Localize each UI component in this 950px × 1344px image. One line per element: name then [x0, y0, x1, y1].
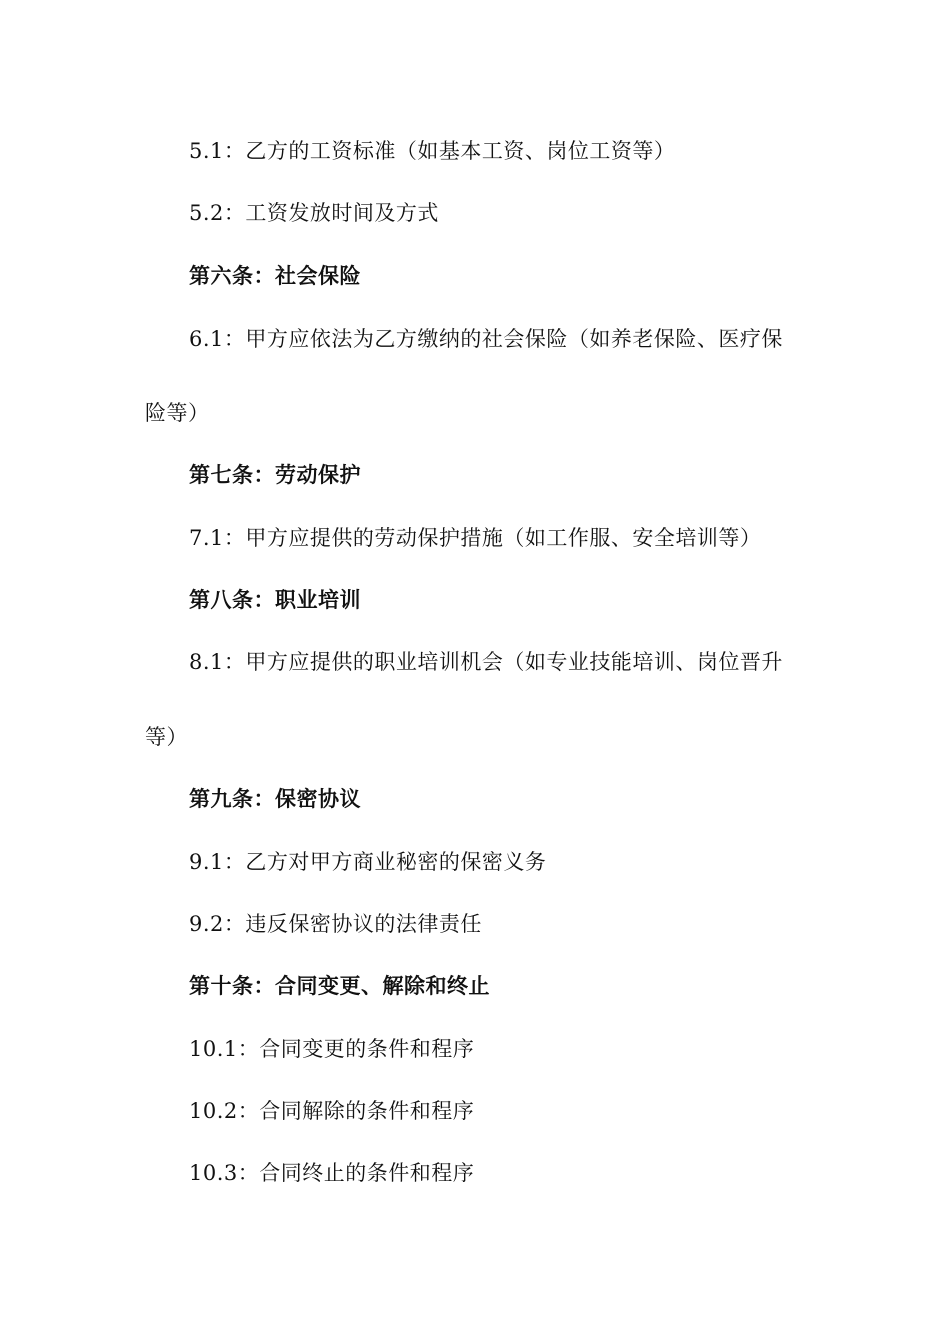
clause-10-1: 10.1：合同变更的条件和程序 — [189, 1037, 475, 1061]
clause-8-1: 8.1：甲方应提供的职业培训机会（如专业技能培训、岗位晋升 — [189, 650, 783, 674]
article-10-heading: 第十条：合同变更、解除和终止 — [189, 974, 490, 998]
clause-9-1: 9.1：乙方对甲方商业秘密的保密义务 — [189, 850, 547, 874]
clause-7-1: 7.1：甲方应提供的劳动保护措施（如工作服、安全培训等） — [189, 526, 762, 550]
article-7-heading: 第七条：劳动保护 — [189, 463, 361, 487]
clause-5-1: 5.1：乙方的工资标准（如基本工资、岗位工资等） — [189, 139, 676, 163]
article-9-heading: 第九条：保密协议 — [189, 787, 361, 811]
clause-8-1-continued: 等） — [145, 725, 188, 749]
clause-10-3: 10.3：合同终止的条件和程序 — [189, 1161, 475, 1185]
clause-6-1: 6.1：甲方应依法为乙方缴纳的社会保险（如养老保险、医疗保 — [189, 327, 783, 351]
clause-5-2: 5.2：工资发放时间及方式 — [189, 201, 439, 225]
clause-9-2: 9.2：违反保密协议的法律责任 — [189, 912, 482, 936]
clause-10-2: 10.2：合同解除的条件和程序 — [189, 1099, 475, 1123]
article-8-heading: 第八条：职业培训 — [189, 588, 361, 612]
article-6-heading: 第六条：社会保险 — [189, 264, 361, 288]
clause-6-1-continued: 险等） — [145, 401, 210, 425]
